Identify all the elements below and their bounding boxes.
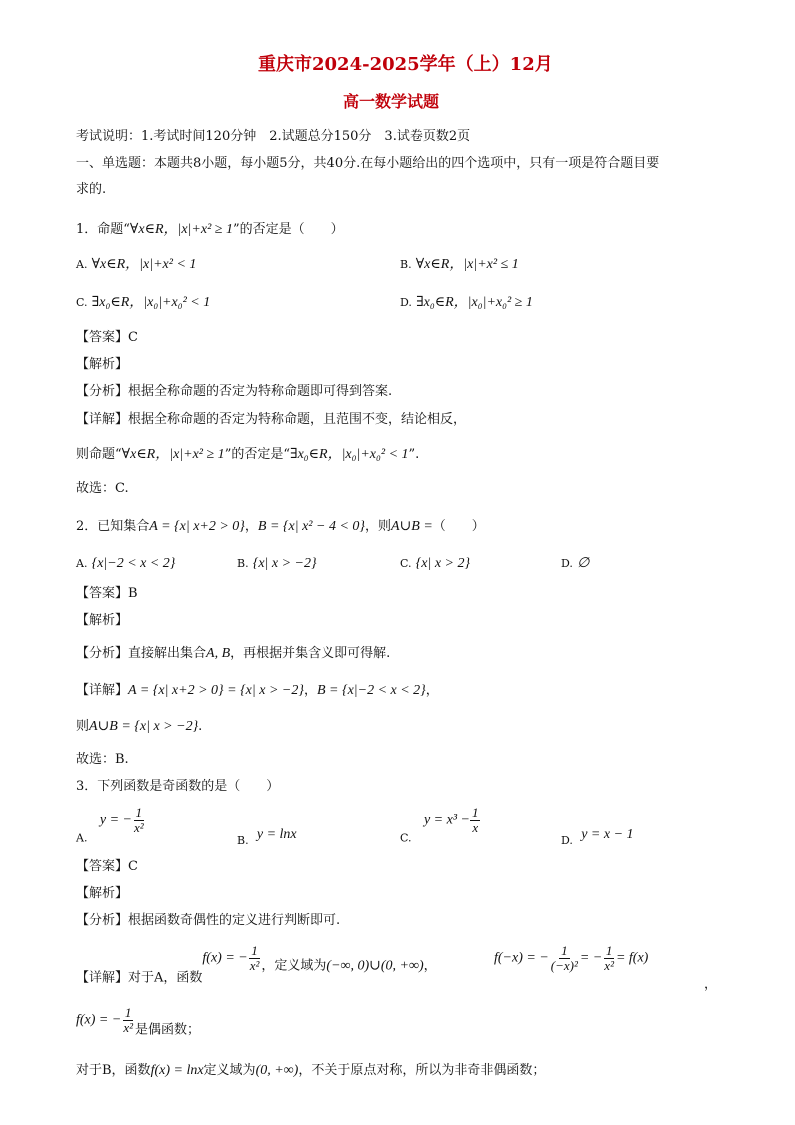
q1-detail-line2 [76, 448, 419, 462]
math-span: (0, +∞) [255, 1063, 299, 1078]
fraction [121, 1006, 135, 1034]
q1-stem-prefix: 1．命题“ [76, 222, 130, 237]
option-math: {x|−2 < x < 2} [91, 556, 176, 571]
q1-detail: 【详解】根据全称命题的否定为特称命题，且范围不变，结论相反， [76, 412, 467, 427]
fraction [602, 944, 616, 972]
text-span: ， [425, 683, 439, 698]
document-title: 重庆市2024-2025学年（上）12月 [258, 54, 553, 75]
q2-option-c [400, 557, 470, 571]
option-math: {x| x > 2} [415, 556, 471, 571]
option-label: D. [561, 557, 573, 570]
q1-option-c [76, 296, 210, 310]
math-span: ∀x∈R，|x|+x² ≥ 1 [121, 447, 225, 462]
option-math: {x| x > −2} [252, 556, 317, 571]
math-span: ∃x₀∈R，|x₀|+x₀² < 1 [289, 447, 409, 462]
numerator: 1 [561, 943, 568, 958]
text-span: ，则 [365, 519, 392, 534]
q2-detail [76, 684, 439, 698]
section-heading: 一、单选题：本题共8小题，每小题5分，共40分.在每小题给出的四个选项中，只有一项是符合题目要 [76, 156, 660, 171]
q2-choose: 故选：B. [76, 752, 129, 767]
option-math: ∃x₀∈R，|x₀|+x₀² < 1 [91, 295, 211, 310]
q3-option-d [561, 828, 634, 846]
option-label: B. [400, 258, 412, 271]
option-label: A. [76, 258, 88, 271]
numerator: 1 [605, 943, 613, 958]
q1-stem [76, 223, 344, 237]
q3-even [76, 1006, 200, 1038]
numerator: 1 [124, 1005, 132, 1020]
text-span: 2．已知集合 [76, 519, 150, 534]
text-span: 【详解】对于A，函数 [76, 970, 203, 986]
math-span: = f(x) [615, 950, 649, 966]
numerator: 1 [135, 805, 143, 820]
union-expr: A∪B = [391, 519, 433, 534]
q3-detail-end: ， [704, 977, 718, 992]
math-span: A, B [206, 646, 231, 661]
q2-option-d [561, 557, 589, 571]
denominator: x² [123, 1019, 133, 1035]
q2-then [76, 720, 202, 734]
option-math: y = − [99, 812, 132, 828]
q2-option-a [76, 557, 175, 571]
fraction [549, 944, 580, 972]
text-span: 是偶函数； [135, 1022, 201, 1038]
text-span: ”. [408, 447, 420, 462]
text-span: 【分析】直接解出集合 [76, 646, 207, 661]
text-span: 则 [76, 719, 90, 734]
text-span: 【详解】 [76, 683, 129, 698]
option-label: C. [400, 557, 412, 570]
text-span: ， [244, 519, 258, 534]
q2-analysis [76, 647, 390, 661]
option-label: D. [400, 296, 412, 309]
math-span: f(x) = − [202, 950, 248, 966]
denominator: x² [604, 957, 614, 973]
option-label: A. [76, 831, 88, 845]
fraction [132, 806, 146, 834]
q3-b-analysis [76, 1064, 545, 1078]
q3-option-a [76, 806, 146, 845]
math-span: f(x) = − [76, 1012, 122, 1028]
numerator: 1 [471, 805, 479, 820]
q1-jiexi: 【解析】 [76, 357, 129, 372]
text-span: . [198, 719, 203, 734]
math-span: A = {x| x+2 > 0} = {x| x > −2} [128, 683, 304, 698]
option-label: D. [561, 834, 573, 847]
q3-stem: 3．下列函数是奇函数的是（ ） [76, 779, 280, 794]
q1-option-a [76, 258, 196, 272]
section-heading-cont: 求的. [76, 182, 107, 197]
text-span: ，再根据并集含义即可得解. [230, 646, 391, 661]
set-b: B = {x| x² − 4 < 0} [257, 519, 365, 534]
denominator: x² [133, 819, 144, 835]
q1-choose: 故选：C. [76, 481, 129, 496]
option-label: C. [76, 296, 88, 309]
text-span: ， [423, 958, 437, 974]
q3-option-b [237, 828, 297, 846]
q3-detail [76, 944, 437, 986]
denominator: x [472, 819, 479, 835]
text-span: ”的否定是“ [224, 447, 290, 462]
text-span: ，定义域为 [261, 958, 327, 974]
option-math: ∅ [577, 556, 590, 571]
math-span: = − [579, 950, 603, 966]
text-span: 对于B，函数 [76, 1063, 151, 1078]
option-label: C. [400, 831, 412, 845]
denominator: x² [249, 957, 260, 973]
q2-option-b [237, 557, 317, 571]
q3-detail-equation [494, 944, 648, 972]
q2-stem [76, 520, 485, 534]
q3-answer: 【答案】C [76, 859, 138, 874]
option-math: ∀x∈R，|x|+x² < 1 [91, 257, 197, 272]
q1-stem-suffix: ”的否定是（ ） [232, 222, 344, 237]
option-math: ∀x∈R，|x|+x² ≤ 1 [415, 257, 519, 272]
fraction [248, 944, 262, 972]
math-span: (−∞, 0)∪(0, +∞) [326, 958, 424, 974]
q3-jiexi: 【解析】 [76, 886, 129, 901]
text-span: 定义域为 [203, 1063, 256, 1078]
numerator: 1 [251, 943, 258, 958]
document-subtitle: 高一数学试题 [343, 92, 440, 111]
denominator: (−x)² [550, 957, 578, 973]
option-label: B. [237, 834, 249, 847]
math-span: f(−x) = − [494, 950, 549, 966]
q1-answer: 【答案】C [76, 330, 138, 345]
text-span: ，不关于原点对称，所以为非奇非偶函数； [298, 1063, 546, 1078]
q1-option-d [400, 296, 533, 310]
option-math: ∃x₀∈R，|x₀|+x₀² ≥ 1 [416, 295, 533, 310]
fraction [470, 806, 481, 834]
q3-analysis: 【分析】根据函数奇偶性的定义进行判断即可. [76, 913, 341, 928]
text-span: 则命题“ [76, 447, 122, 462]
option-math: y = x − 1 [581, 827, 634, 842]
text-span: ， [303, 683, 317, 698]
option-label: A. [76, 557, 88, 570]
text-span: （ ） [432, 519, 485, 534]
q3-option-c [400, 806, 480, 845]
option-label: B. [237, 557, 249, 570]
q1-option-b [400, 258, 519, 272]
math-span: B = {x|−2 < x < 2} [316, 683, 426, 698]
q2-jiexi: 【解析】 [76, 613, 129, 628]
q1-analysis: 【分析】根据全称命题的否定为特称命题即可得到答案. [76, 384, 393, 399]
q2-answer: 【答案】B [76, 586, 138, 601]
exam-note: 考试说明：1.考试时间120分钟 2.试题总分150分 3.试卷页数2页 [76, 129, 471, 144]
option-math: y = lnx [256, 827, 297, 842]
q1-stem-math: ∀x∈R，|x|+x² ≥ 1 [129, 222, 233, 237]
math-span: f(x) = lnx [150, 1063, 204, 1078]
math-span: A∪B = {x| x > −2} [89, 719, 199, 734]
set-a: A = {x| x+2 > 0} [149, 519, 245, 534]
option-math: y = x³ − [423, 812, 470, 828]
